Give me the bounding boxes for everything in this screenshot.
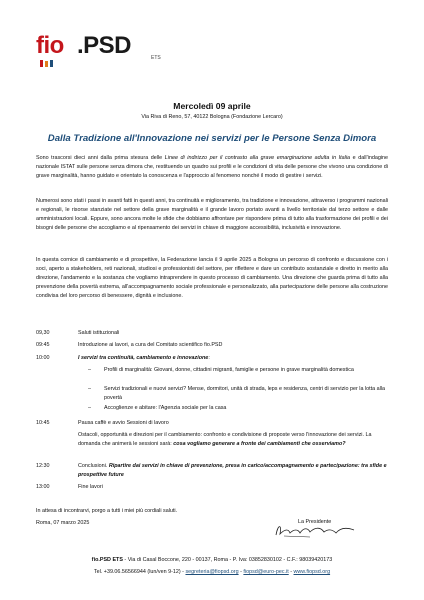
agenda-time: 09,30 bbox=[36, 330, 50, 336]
session-question: cosa vogliamo generare a fronte dei cambiamenti che osserviamo? bbox=[173, 440, 346, 447]
event-venue: Via Riva di Reno, 57, 40122 Bologna (Fondazione Lercaro) bbox=[141, 114, 283, 120]
agenda-subitem: Accoglienze e abitare: l'Agenzia sociale per la casa bbox=[104, 405, 227, 411]
p1-italic: Linee di indirizzo per il contrasto alla grave emarginazione adulta in Italia bbox=[164, 155, 351, 161]
agenda-subitem: Profili di marginalità: Giovani, donne, cittadini migranti, famiglie e persone in grave marginalità domestica bbox=[104, 367, 354, 373]
agenda-item: Saluti istituzionali bbox=[78, 330, 120, 336]
document-title: Dalla Tradizione all'Innovazione nei servizi per le Persone Senza Dimora bbox=[47, 133, 377, 144]
session-question-intro: Ostacoli, opportunità e direzioni per il cambiamento: confronto e condivisione di proposte verso l'innovazione dei servizi. La domanda che animerà le sessioni sarà: bbox=[78, 432, 372, 447]
bullet-dash: – bbox=[88, 367, 91, 373]
website-link[interactable]: www.fiopsd.org bbox=[293, 569, 331, 575]
footer-address-text: - Via di Casal Boccone, 220 - 00137, Roma - P. Iva: 03852830102 - C.F.: 98039420173 bbox=[122, 557, 333, 563]
signature-label: La Presidente bbox=[298, 519, 332, 525]
agenda-time: 09:45 bbox=[36, 342, 50, 348]
footer-contacts bbox=[0, 569, 424, 575]
agenda-time: 10:00 bbox=[36, 355, 50, 361]
footer-sep: - bbox=[288, 569, 294, 575]
footer-org: fio.PSD ETS bbox=[91, 557, 123, 563]
intro-paragraph-1 bbox=[36, 154, 388, 181]
agenda-time: 13:00 bbox=[36, 484, 50, 490]
email-link-segreteria[interactable]: segreteria@fiopsd.org bbox=[185, 569, 239, 575]
agenda-item bbox=[78, 462, 388, 480]
logo-ets: ETS bbox=[151, 55, 161, 61]
conclusions-title: Ripartire dai servizi in chiave di prevenzione, presa in carico/accompagnamento e partecipazione: tra sfide e prospettive future bbox=[78, 463, 387, 478]
agenda-item: Pausa caffè e avvio Sessioni di lavoro bbox=[78, 420, 169, 426]
agenda-session-title: I servizi tra continuità, cambiamento e innovazione bbox=[78, 355, 209, 361]
logo-people-icon bbox=[38, 58, 78, 68]
agenda-subitem: Servizi tradizionali e nuovi servizi? Mense, dormitori, unità di strada, leps e residenza, centri di servizio per la lotta alla povertà bbox=[104, 386, 386, 401]
logo-fio: fio bbox=[36, 32, 64, 59]
footer-phone: Tel. +39.06.56566944 (lun/ven 9-12) - bbox=[93, 569, 186, 575]
p1-text-a: Sono trascorsi dieci anni dalla prima stesura delle bbox=[36, 155, 165, 161]
email-link-pec[interactable]: fiopsd@euro-pec.it bbox=[243, 569, 289, 575]
intro-paragraph-2: Numerosi sono stati i passi in avanti fatti in questi anni, tra continuità e miglioramento, tra tradizione e innovazione, attraverso i programmi nazionali e regionali, le risorse stanziate nel settore della grave marginalità e il grande lavoro portato avanti a livello territoriale dal terzo settore e dalle amministrazioni locali. Eppure, sono ancora molte le sfide che dobbiamo affrontare per rispondere prima di tutto alla trasformazione dei profili e dei bisogni delle persone che accogliamo e al ripensamento dei servizi in chiave di maggiore accessibilità, inclusività e innovazione. bbox=[36, 198, 388, 231]
p1-text-c: e dall'indagine nazionale ISTAT sulle persone senza dimora che, restituendo un quadro sui profili e le condizioni di vita delle persone che vivono una condizione di grave marginalità, hanno guidato e orientato la conoscenza e l'approccio al fenomeno nonché il modo di gestire i servizi. bbox=[36, 155, 389, 179]
bullet-dash: – bbox=[88, 386, 91, 392]
conclusions-label: Conclusioni. bbox=[78, 463, 109, 469]
agenda-item: Introduzione ai lavori, a cura del Comitato scientifico fio.PSD bbox=[78, 342, 223, 348]
agenda-time: 12:30 bbox=[36, 463, 50, 469]
closing-text: In attesa di incontrarvi, porgo a tutti i miei più cordiali saluti. bbox=[36, 508, 178, 514]
agenda-item bbox=[78, 354, 388, 363]
footer-sep: - bbox=[238, 569, 244, 575]
logo-psd: .PSD bbox=[77, 32, 132, 59]
agenda-item: Fine lavori bbox=[78, 484, 103, 490]
place-date: Roma, 07 marzo 2025 bbox=[36, 520, 90, 526]
agenda-item bbox=[78, 431, 388, 449]
bullet-dash: – bbox=[88, 405, 91, 411]
event-date: Mercoledì 09 aprile bbox=[173, 101, 251, 111]
intro-paragraph-3: In questa cornice di cambiamento e di prospettive, la Federazione lancia il 9 aprile 2025 a Bologna un percorso di confronto e discussione con i soci, aperto a stakeholders, reti nazionali, studiosi e professionisti del settore, per riflettere e dare un contributo sostanziale e diretto in merito alla direzione, l'andamento e la sostanza che vogliamo intraprendere in questo processo di cambiamento. Una direzione che guarda prima di tutto alla prevenzione della povertà estrema, all'accompagnamento sociale professionale e personalizzato, alla partecipazione delle persone alla costruzione condivisa del loro percorso di benessere, dignità e inclusione. bbox=[36, 257, 388, 299]
agenda-colon: : bbox=[208, 355, 210, 361]
footer-address bbox=[0, 557, 424, 563]
agenda-time: 10:45 bbox=[36, 420, 50, 426]
